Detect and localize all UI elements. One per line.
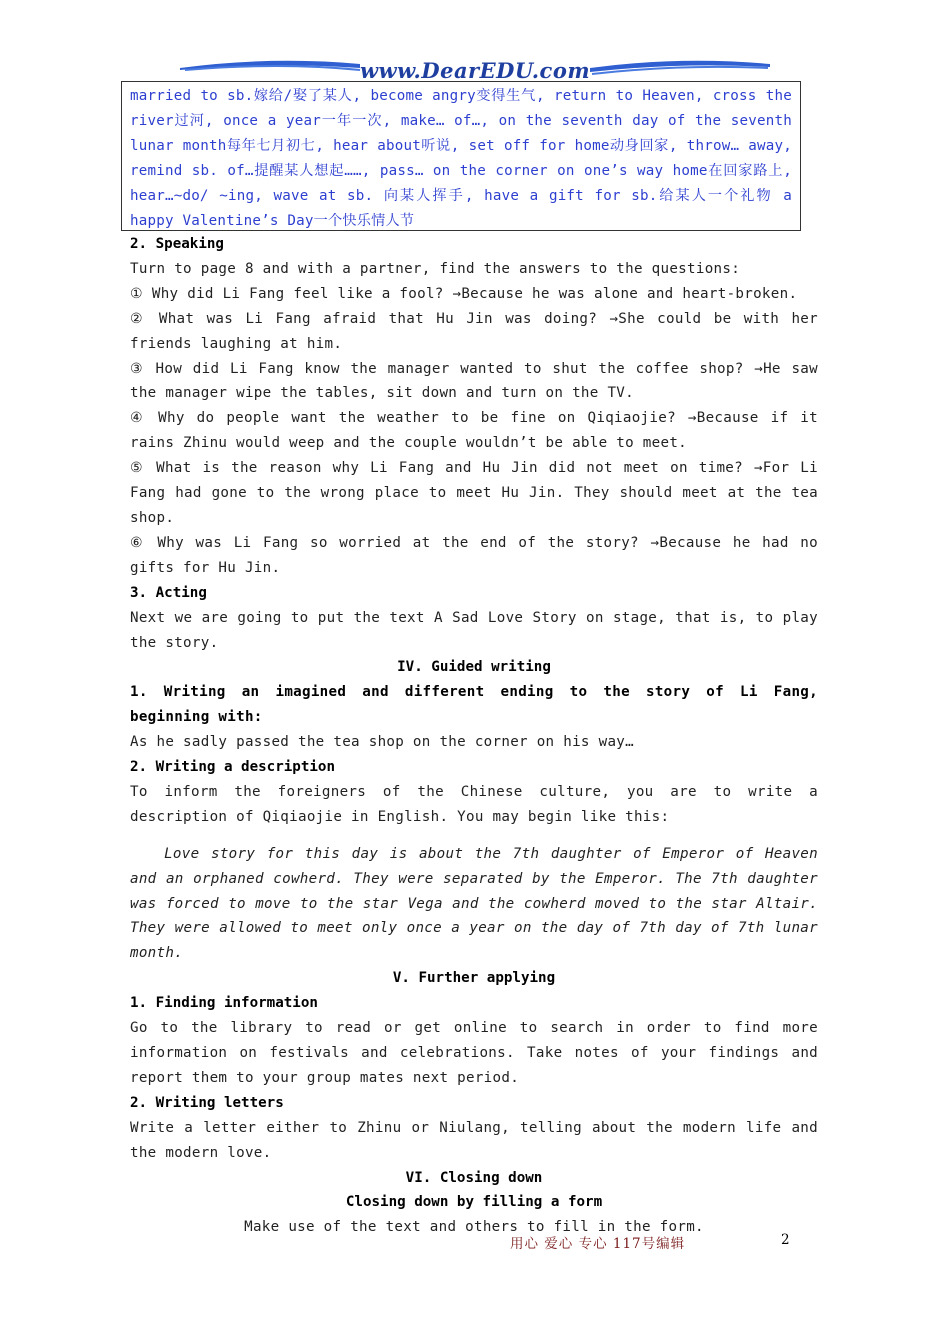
vocabulary-box: [121, 81, 801, 231]
main-content: [130, 232, 818, 1240]
question-1: ① Why did Li Fang feel like a fool? →Because he was alone and heart-broken.: [130, 285, 798, 302]
acting-text: Next we are going to put the text A Sad Love Story on stage, that is, to play the story.: [130, 609, 818, 651]
vocabulary-text: married to sb.嫁给/娶了某人, become angry变得生气, return to Heaven, cross the river过河, once a year一年一次, make… of…, on the seventh day of the seventh lunar month每年七月初七, hear about听说, set off for home动身回家, throw… away, remind sb. of…提醒某人想起……, pass… on the corner on one’s way home在回家路上, hear…~do/ ~ing, wave at sb. 向某人挥手, have a gift for sb.给某人一个礼物 a happy Valentine’s Day一个快乐情人节: [130, 88, 792, 229]
further-item2-text: Write a letter either to Zhinu or Niulang, telling about the modern life and the modern love.: [130, 1119, 818, 1161]
spacer: [130, 830, 818, 842]
further-applying-heading: V. Further applying: [392, 970, 556, 987]
guided-item1-heading: 1. Writing an imagined and different ending to the story of Li Fang, beginning with:: [130, 684, 818, 726]
speaking-heading: 2. Speaking: [130, 236, 224, 252]
closing-subheading: Closing down by filling a form: [345, 1194, 603, 1211]
footer-text: 用心 爱心 专心 117号编辑: [510, 1236, 686, 1252]
question-5: ⑤ What is the reason why Li Fang and Hu Jin did not meet on time? →For Li Fang had gone to the wrong place to meet Hu Jin. They should meet at the tea shop.: [130, 460, 818, 526]
question-6: ⑥ Why was Li Fang so worried at the end of the story? →Because he had no gifts for Hu Jin.: [130, 534, 818, 576]
question-4: ④ Why do people want the weather to be fine on Qiqiaojie? →Because if it rains Zhinu would weep and the couple wouldn’t be able to meet.: [130, 410, 818, 452]
guided-writing-heading: IV. Guided writing: [397, 659, 551, 676]
speaking-intro: Turn to page 8 and with a partner, find the answers to the questions:: [130, 260, 741, 277]
further-item1-heading: 1. Finding information: [130, 995, 318, 1012]
page-number: 2: [781, 1232, 790, 1248]
further-item2-heading: 2. Writing letters: [130, 1094, 284, 1111]
closing-heading: VI. Closing down: [405, 1169, 543, 1186]
guided-item2-heading: 2. Writing a description: [130, 759, 335, 776]
question-2: ② What was Li Fang afraid that Hu Jin was doing? →She could be with her friends laughing at him.: [130, 310, 818, 352]
closing-text: Make use of the text and others to fill in the form.: [244, 1219, 704, 1236]
guided-item1-text: As he sadly passed the tea shop on the corner on his way…: [130, 734, 634, 751]
acting-heading: 3. Acting: [130, 584, 207, 601]
logo-text[interactable]: www.DearEDU.com: [359, 58, 591, 83]
question-3: ③ How did Li Fang know the manager wanted to shut the coffee shop? →He saw the manager wipe the tables, sit down and turn on the TV.: [130, 360, 818, 402]
further-item1-text: Go to the library to read or get online to search in order to find more information on festivals and celebrations. Take notes of your findings and report them to your group mates next period.: [130, 1020, 818, 1086]
sample-description: Love story for this day is about the 7th daughter of Emperor of Heaven and an orphaned cowherd. They were separated by the Emperor. The 7th daughter was forced to move to the star Vega and the cowherd moved to the star Altair. They were allowed to meet only once a year on the day of 7th day of 7th lunar month.: [130, 845, 818, 962]
guided-item2-text: To inform the foreigners of the Chinese culture, you are to write a description of Qiqiaojie in English. You may begin like this:: [130, 783, 818, 825]
